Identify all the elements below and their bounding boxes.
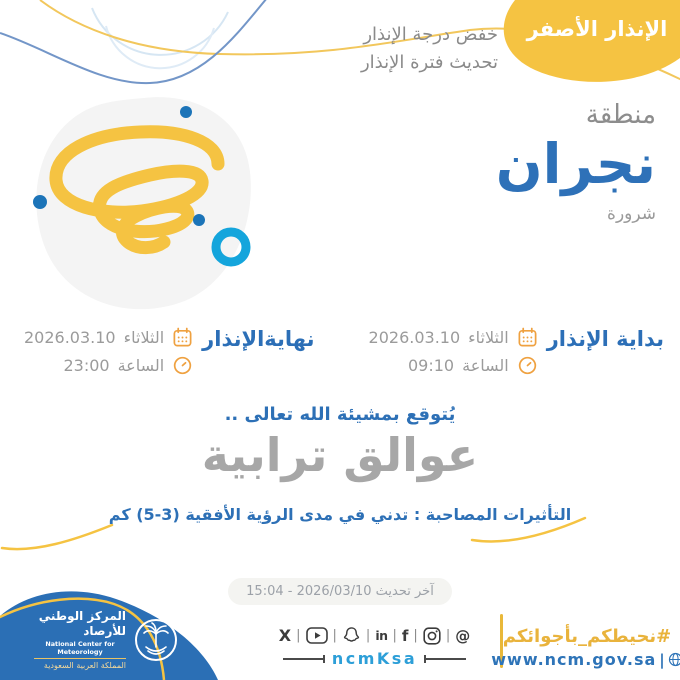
globe-icon (668, 652, 680, 667)
clock-icon (517, 355, 538, 376)
alert-end-time: 23:00 (63, 356, 110, 375)
website-separator: | (659, 650, 665, 669)
org-name-english: National Center for Meteorology (34, 640, 126, 659)
handle-line-right (424, 658, 466, 660)
icon-separator: | (332, 628, 337, 643)
update-note (361, 21, 498, 77)
org-country: المملكة العربية السعودية (43, 661, 126, 670)
icon-separator: | (445, 628, 451, 643)
footer-right (491, 626, 672, 669)
linkedin-icon: in (375, 628, 388, 643)
threads-icon: @ (455, 626, 471, 645)
alert-end-day: الثلاثاء (123, 328, 165, 347)
dot-right (193, 214, 205, 226)
ncm-emblem-icon (133, 617, 179, 663)
region-name: نجران (495, 132, 656, 197)
alert-start-day: الثلاثاء (468, 328, 509, 347)
alert-end-date-row (24, 327, 193, 348)
alert-start-date-row (369, 327, 538, 348)
icon-separator: | (413, 628, 418, 643)
snapchat-icon (342, 626, 361, 645)
alert-level-label: الإنذار الأصفر (526, 17, 668, 41)
dot-top (180, 106, 192, 118)
x-icon: X (278, 626, 292, 645)
dust-tornado-icon (26, 92, 270, 324)
alert-end-group (24, 327, 315, 376)
alert-start-title: بداية الإنذار (546, 327, 664, 351)
last-update-row (0, 578, 680, 605)
alert-start-date: 2026.03.10 (368, 328, 461, 347)
forecast-effects: التأثيرات المصاحبة : تدني في مدى الرؤية الأفقية (3-5) كم (108, 505, 572, 524)
alert-start-time-row (369, 355, 538, 376)
alert-start-time: 09:10 (408, 356, 455, 375)
icon-separator: | (296, 628, 301, 643)
update-note-line1: خفض درجة الإنذار (363, 24, 498, 45)
dot-left (33, 195, 47, 209)
social-block (252, 626, 497, 668)
calendar-icon (172, 327, 193, 348)
icon-separator: | (365, 628, 371, 643)
ncm-logo (34, 609, 179, 670)
alert-times (0, 327, 680, 376)
handle-line-left (283, 658, 325, 660)
region-block (496, 100, 656, 224)
alert-start-time-label: الساعة (462, 356, 509, 375)
alert-end-title: نهايةالإنذار (202, 327, 315, 351)
alert-end-time-label: الساعة (117, 356, 165, 375)
last-update-pill: آخر تحديث 2026/03/10 - 15:04 (228, 578, 452, 605)
youtube-icon (306, 627, 328, 644)
org-name-arabic: المركز الوطني للأرصاد (38, 609, 126, 638)
facebook-icon: f (401, 626, 409, 645)
website-row (491, 650, 680, 669)
region-label: منطقة (585, 100, 656, 130)
social-handle: ncmKsa (331, 649, 418, 668)
region-subregion: شرورة (607, 204, 656, 225)
website-url: www.ncm.gov.sa (491, 650, 657, 669)
ncm-logo-text (34, 609, 126, 670)
clock-icon (172, 355, 193, 376)
forecast-intro: يُتوقع بمشيئة الله تعالى .. (224, 404, 456, 425)
alert-end-date: 2026.03.10 (24, 328, 116, 347)
social-handle-row (283, 649, 466, 668)
instagram-icon (423, 627, 441, 645)
alert-start-group (369, 327, 664, 376)
forecast-phenomenon: عوالق ترابية (201, 428, 479, 482)
calendar-icon (517, 327, 538, 348)
icon-separator: | (392, 628, 397, 643)
social-icons-row (279, 626, 470, 645)
alert-end-time-row (24, 355, 193, 376)
update-note-line2: تحديث فترة الإنذار (360, 51, 498, 73)
campaign-hashtag: #نحيطكم_بأجوائكم (502, 626, 672, 647)
